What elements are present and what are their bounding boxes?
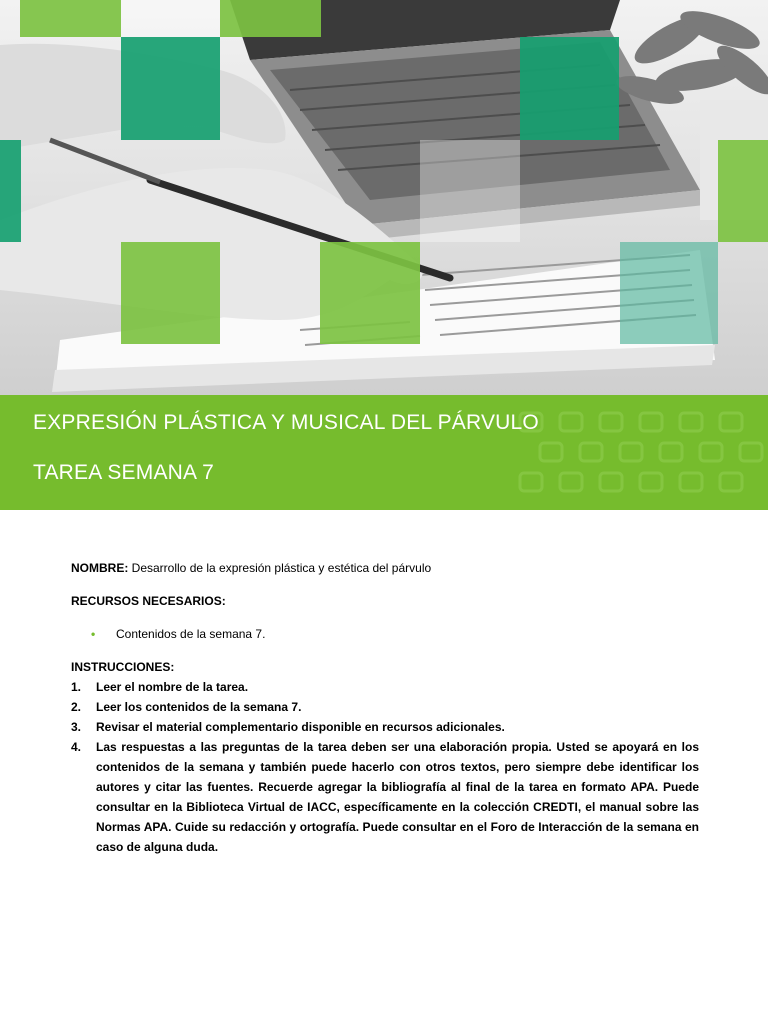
instruction-item [71,717,699,737]
decor-tile [0,140,21,242]
recursos-heading: RECURSOS NECESARIOS: [71,594,226,608]
decor-tile [420,140,520,242]
instruction-number: 1. [71,680,82,694]
decor-tile [320,242,420,344]
decor-tile [520,37,619,140]
recurso-text: Contenidos de la semana 7. [116,627,266,641]
instruction-text: Leer los contenidos de la semana 7. [96,700,302,714]
instrucciones-list [71,677,699,857]
nombre-value: Desarrollo de la expresión plástica y estética del párvulo [131,561,432,575]
decor-tile [718,140,768,242]
instruction-number: 4. [71,740,82,754]
decor-tile [121,242,220,344]
assignment-body [71,558,699,857]
instruction-number: 2. [71,700,82,714]
instruction-number: 3. [71,720,82,734]
course-title: EXPRESIÓN PLÁSTICA Y MUSICAL DEL PÁRVULO [33,411,539,434]
title-band [0,395,768,510]
header-photo [0,0,768,395]
instruction-text: Revisar el material complementario disponible en recursos adicionales. [96,720,505,734]
decor-tile [121,37,220,140]
bullet-icon: • [91,627,96,641]
decor-tile [620,242,718,344]
instrucciones-heading: INSTRUCCIONES: [71,660,175,674]
assignment-title: TAREA SEMANA 7 [33,461,214,484]
nombre-line [71,558,699,578]
recurso-item [71,624,699,644]
instruction-text: Las respuestas a las preguntas de la tarea deben ser una elaboración propia. Usted se apoyará en los contenidos de la semana y también puede hacerlo con otros textos, pero siempre debe identificar los autores y citar las fuentes. Recuerde agregar la bibliografía al final de la tarea en formato APA. Puede consultar en la Biblioteca Virtual de IACC, específicamente en la colección CREDTI, el manual sobre las Normas APA. Cuide su redacción y ortografía. Puede consultar en el Foro de Interacción de la semana en caso de alguna duda. [96,740,699,854]
instruction-text: Leer el nombre de la tarea. [96,680,249,694]
instruction-item [71,677,699,697]
decor-tile [220,0,321,37]
instruction-item [71,697,699,717]
nombre-label: NOMBRE: [71,561,129,575]
instruction-item [71,737,699,857]
decor-tile [121,0,220,37]
decor-tile [20,0,121,37]
